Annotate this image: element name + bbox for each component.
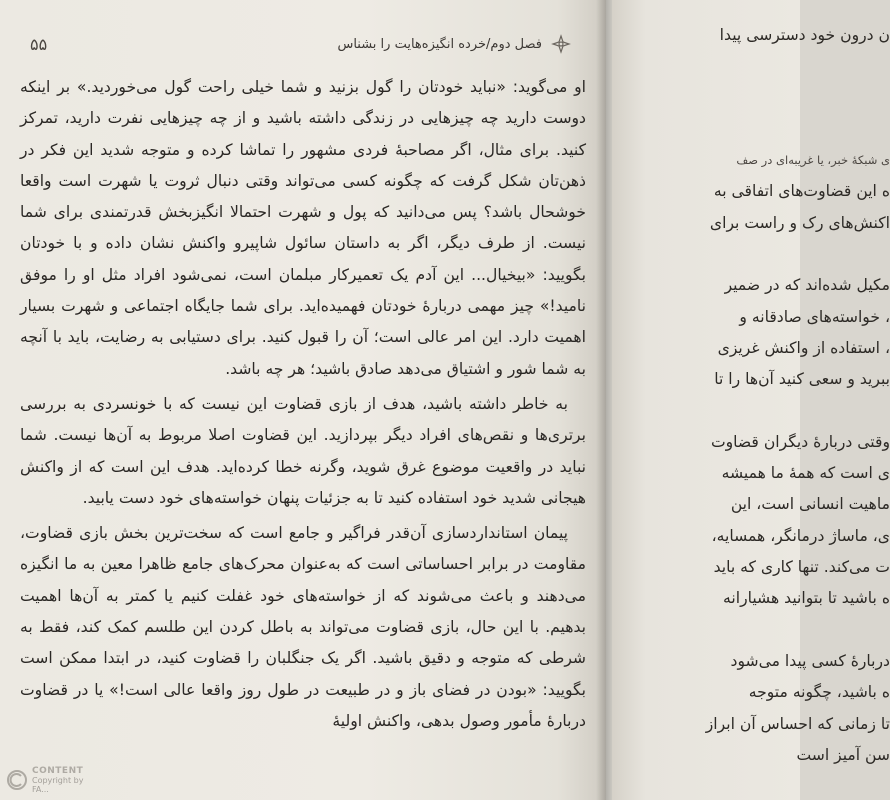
right-line: مکیل شده‌اند که در ضمیر bbox=[724, 276, 890, 295]
right-line: ی شبکهٔ خبر، یا غریبه‌ای در صف bbox=[736, 153, 890, 168]
right-line: ی، ماساژ درمانگر، همسایه، bbox=[711, 526, 890, 545]
right-page bbox=[612, 0, 890, 800]
right-line: ماهیت انسانی است، این bbox=[730, 495, 890, 514]
right-line: ، خواسته‌های صادقانه و bbox=[739, 307, 890, 326]
right-line: ه باشید، چگونه متوجه bbox=[748, 683, 890, 702]
right-line: ، استفاده از واکنش غریزی bbox=[717, 338, 890, 357]
right-line: سن آمیز است bbox=[796, 745, 890, 764]
watermark-label: CONTENT bbox=[32, 765, 84, 776]
right-line: ه باشید تا بتوانید هشیارانه bbox=[723, 589, 890, 608]
watermark-text bbox=[32, 767, 83, 794]
header-title-group bbox=[337, 35, 570, 53]
content-logo-icon bbox=[6, 769, 28, 791]
body-text bbox=[20, 72, 586, 741]
watermark-sublabel: Copyright by bbox=[32, 775, 84, 785]
paragraph-2: به خاطر داشته باشید، هدف از بازی قضاوت این نیست که با خونسردی به بررسی برتری‌ها و نقص‌های افراد دیگر بپردازید. این قضاوت اصلا مربوط به آن‌ها نیست. شما نباید در واقعیت موضوع غرق شوید، وگرنه خطا کرده‌اید. هدف این است که از واکنش هیجانی شدید خود استفاده کنید تا به جزئیات پنهان خواسته‌های خود دست یابید. bbox=[20, 394, 586, 507]
page-header bbox=[30, 30, 570, 58]
paragraph-1: او می‌گوید: «نباید خودتان را گول بزنید و شما خیلی راحت گول می‌خوردید.» بر اینکه دوست دارید چه چیزهایی در زندگی داشته باشید و از چه چیزهایی نفرت دارید، تمرکز کنید. برای مثال، اگر مصاحبهٔ فردی مشهور را تماشا کرده و متوجه شدید این فکر در ذهن‌تان شکل گرفت که چگونه کسی می‌تواند وقتی دنبال ثروت یا شهرت است واقعا خوشحال باشد؟ پس می‌دانید که پول و شهرت احتمالا انگیزبخش قدرتمندی برای شما نیست. از طرف دیگر، اگر به داستان سائول شاپیرو واکنش نشان داده و با خودتان بگویید: «بیخیال... این آدم یک تعمیرکار مبلمان است، نمی‌شود افراد مثل او را موفق نامید!» چیز مهمی دربارهٔ خودتان فهمیده‌اید. برای شما جایگاه اجتماعی و شهرت بسیار اهمیت دارد. این امر عالی است؛ آن را قبول کنید. برای دستیابی به رضایت، باید با آنچه به شما شور و اشتیاق می‌دهد صادق باشید؛ هر چه باشد. bbox=[20, 78, 586, 378]
right-line: ه این قضاوت‌های اتفاقی به bbox=[713, 182, 890, 201]
running-head: فصل دوم/خرده انگیزه‌هایت را بشناس bbox=[337, 36, 542, 52]
watermark bbox=[6, 764, 146, 796]
right-line: ی است که همهٔ ما همیشه bbox=[721, 464, 890, 483]
watermark-tail: FA... bbox=[32, 784, 49, 794]
right-line: وقتی دربارهٔ دیگران قضاوت bbox=[710, 432, 890, 451]
right-line: دربارهٔ کسی پیدا می‌شود bbox=[730, 651, 890, 670]
floral-ornament-icon bbox=[552, 35, 570, 53]
right-line: ت می‌کند. تنها کاری که باید bbox=[713, 558, 890, 577]
paragraph-3: پیمان استانداردسازی آن‌قدر فراگیر و جامع است که سخت‌ترین بخش بازی قضاوت، مقاومت در برابر احساساتی است که به‌عنوان محرک‌های جامع ظاهرا معین به ما انگیزه می‌دهند و باعث می‌شوند که از خواسته‌های خود غفلت کنیم یا کمتر به آن‌ها اهمیت بدهیم. با این حال، بازی قضاوت می‌تواند به باطل کردن این طلسم کمک کند، فقط به شرطی که متوجه و دقیق باشید. اگر یک جنگلبان را قضاوت کنید، در ابتدا ممکن است بگویید: «بودن در فضای باز و در طبیعت در طول روز واقعا عالی است!» یا در قضاوت دربارهٔ مأمور وصول بدهی، واکنش اولیهٔ bbox=[20, 524, 586, 730]
right-line: تا زمانی که احساس آن ابراز bbox=[705, 714, 890, 733]
right-line: ن درون خود دسترسی پیدا bbox=[719, 26, 890, 44]
right-line: ببرید و سعی کنید آن‌ها را تا bbox=[714, 370, 890, 389]
right-line: اکنش‌های رک و راست برای bbox=[709, 213, 890, 232]
right-page-text bbox=[630, 20, 890, 771]
page-number: ۵۵ bbox=[30, 34, 48, 54]
